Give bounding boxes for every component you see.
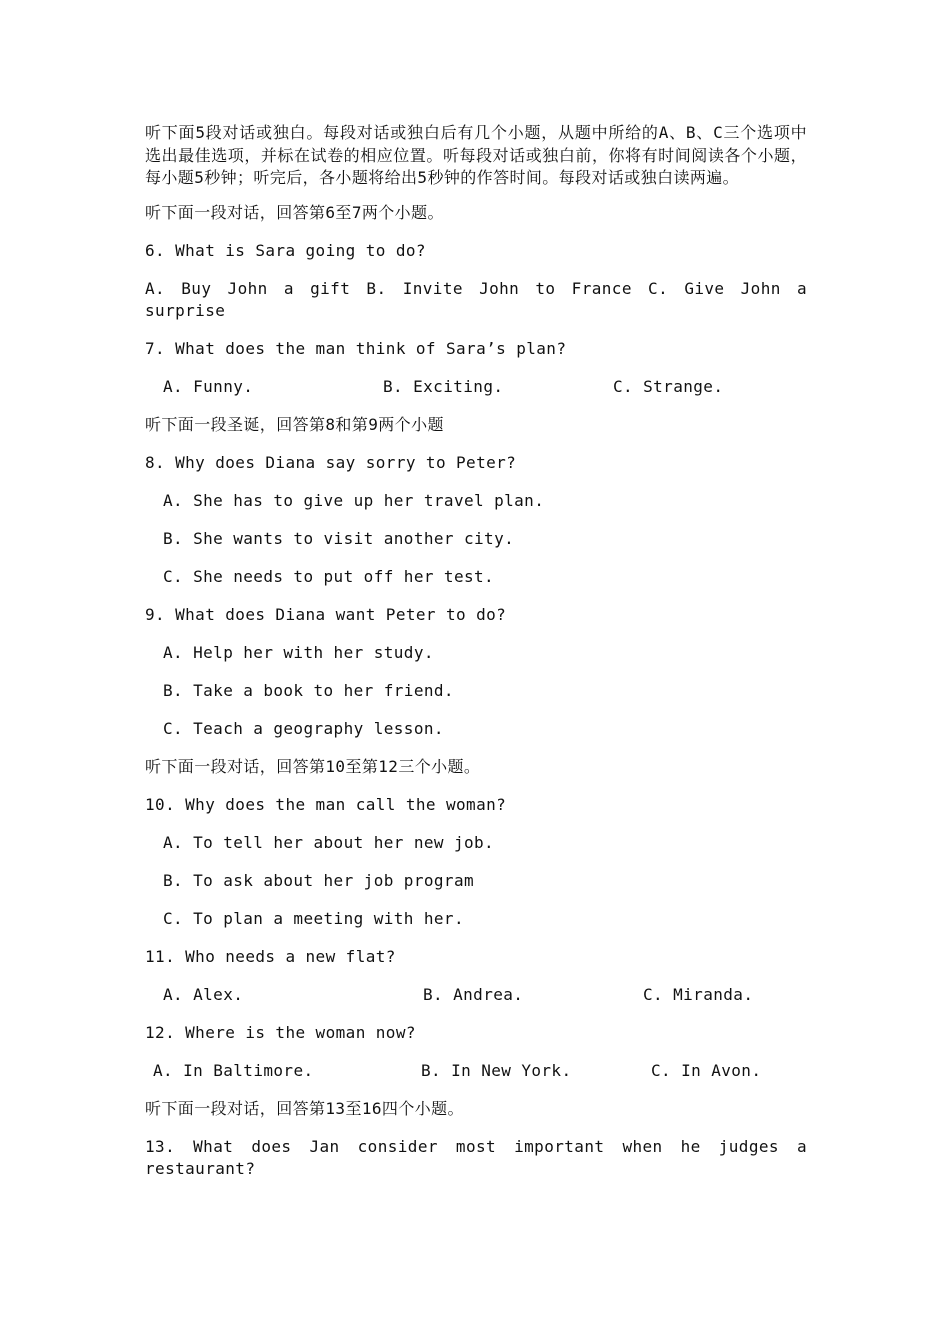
option-a: A. Help her with her study. <box>163 642 434 662</box>
option-c: C. To plan a meeting with her. <box>163 908 464 928</box>
question-12: 12. Where is the woman now? <box>145 1022 416 1042</box>
question-6-options: A. Buy John a gift B. Invite John to France C. Give John a surprise <box>145 278 807 320</box>
question-9: 9. What does Diana want Peter to do? <box>145 604 507 624</box>
question-10: 10. Why does the man call the woman? <box>145 794 507 814</box>
exam-page <box>145 122 807 1196</box>
instructions: 听下面5段对话或独白。每段对话或独白后有几个小题，从题中所给的A、B、C三个选项中选出最佳选项，并标在试卷的相应位置。听每段对话或独白前，你将有时间阅读各个小题，每小题5秒钟；听完后，各小题将给出5秒钟的作答时间。每段对话或独白读两遍。 <box>145 123 807 187</box>
section-heading: 听下面一段圣诞，回答第8和第9两个小题 <box>145 414 444 434</box>
option-b: B. In New York. <box>421 1060 572 1080</box>
option-a: A. Alex. <box>163 984 244 1004</box>
question-7: 7. What does the man think of Sara’s plan? <box>145 338 567 358</box>
option-b: B. Take a book to her friend. <box>163 680 454 700</box>
option-b: B. To ask about her job program <box>163 870 475 890</box>
question-7-options <box>145 376 807 414</box>
option-a: A. To tell her about her new job. <box>163 832 495 852</box>
option-c: C. She needs to put off her test. <box>163 566 495 586</box>
question-13: 13. What does Jan consider most important when he judges a restaurant? <box>145 1136 807 1178</box>
question-11: 11. Who needs a new flat? <box>145 946 396 966</box>
option-b: B. She wants to visit another city. <box>163 528 515 548</box>
section-heading: 听下面一段对话，回答第10至第12三个小题。 <box>145 756 481 776</box>
option-a: A. Funny. <box>163 376 254 396</box>
question-6: 6. What is Sara going to do? <box>145 240 426 260</box>
option-b: B. Andrea. <box>423 984 524 1004</box>
question-11-options <box>145 984 807 1022</box>
question-8: 8. Why does Diana say sorry to Peter? <box>145 452 517 472</box>
option-c: C. Teach a geography lesson. <box>163 718 444 738</box>
option-a: A. In Baltimore. <box>153 1060 314 1080</box>
option-c: C. In Avon. <box>651 1060 762 1080</box>
question-12-options <box>145 1060 807 1098</box>
section-heading: 听下面一段对话，回答第6至7两个小题。 <box>145 202 444 222</box>
option-c: C. Strange. <box>613 376 724 396</box>
option-a: A. She has to give up her travel plan. <box>163 490 545 510</box>
option-b: B. Exciting. <box>383 376 504 396</box>
section-heading: 听下面一段对话，回答第13至16四个小题。 <box>145 1098 464 1118</box>
option-c: C. Miranda. <box>643 984 754 1004</box>
